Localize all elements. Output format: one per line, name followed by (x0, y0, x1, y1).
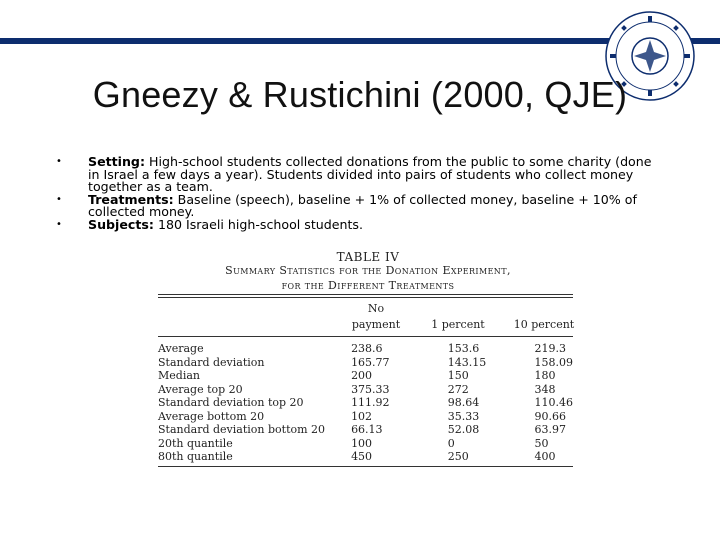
table-cell-ten-percent: 180 (534, 369, 556, 382)
slide-title: Gneezy & Rustichini (2000, QJE) (92, 74, 628, 115)
table-cell-one-percent: 35.33 (447, 409, 480, 423)
table-cell-one-percent: 0 (447, 436, 455, 450)
table-cell-ten-percent: 400 (534, 450, 556, 463)
table-cell-ten-percent: 219.3 (534, 342, 566, 355)
table-header-rule (158, 336, 573, 337)
table-cell-label: Standard deviation (158, 355, 265, 369)
table-cell-label: 80th quantile (158, 450, 233, 463)
table-row (158, 342, 573, 356)
table-row (158, 369, 573, 383)
table-cell-label: Standard deviation bottom 20 (158, 423, 326, 436)
table-cell-one-percent: 143.15 (447, 355, 487, 369)
bullet-dot-icon: • (56, 193, 62, 205)
table-cell-label: Average bottom 20 (158, 409, 265, 423)
table-cell-label: Average (158, 342, 204, 355)
table-caption: TABLE IV (336, 250, 400, 264)
table-cell-no-payment: 111.92 (351, 396, 390, 409)
table-cell-no-payment: 165.77 (351, 355, 390, 369)
bullet-label: Setting: (88, 154, 145, 169)
table-row (158, 356, 573, 370)
table-row (158, 423, 573, 437)
table-cell-ten-percent: 63.97 (534, 423, 566, 436)
summary-statistics-table (158, 342, 573, 464)
table-cell-one-percent: 52.08 (447, 423, 480, 436)
table-cell-ten-percent: 348 (534, 382, 556, 396)
table-cell-no-payment: 375.33 (351, 382, 390, 396)
bullet-dot-icon: • (56, 156, 62, 167)
table-cell-no-payment: 238.6 (351, 342, 383, 355)
table-cell-ten-percent: 110.46 (534, 396, 573, 409)
col-header-10-percent: 10 percent (513, 318, 575, 331)
table-cell-no-payment: 100 (351, 436, 373, 450)
bullet-text: Baseline (speech), baseline + 1% of collected money, baseline + 10% of collected money. (88, 191, 637, 220)
table-bottom-rule (158, 466, 573, 467)
table-cell-ten-percent: 90.66 (534, 409, 566, 423)
bullet-treatments (56, 191, 666, 220)
table-cell-label: Average top 20 (158, 382, 243, 396)
table-top-rule-double (158, 297, 573, 298)
table-cell-no-payment: 450 (351, 450, 373, 463)
table-cell-one-percent: 153.6 (447, 342, 480, 355)
bullet-list (56, 156, 666, 232)
col-header-no-payment-bottom: payment (351, 318, 401, 331)
table-cell-one-percent: 98.64 (447, 396, 480, 409)
bullet-label: Treatments: (88, 191, 174, 207)
table-cell-label: Median (158, 369, 200, 382)
table-subtitle-line1: Summary Statistics for the Donation Experiment, (225, 264, 511, 277)
table-cell-one-percent: 150 (447, 369, 469, 382)
bullet-text: 180 Israeli high-school students. (153, 216, 363, 232)
bullet-setting (56, 156, 666, 194)
table-row (158, 437, 573, 451)
table-cell-label: 20th quantile (158, 436, 233, 450)
table-row (158, 450, 573, 464)
table-cell-no-payment: 66.13 (351, 423, 383, 436)
col-header-1-percent: 1 percent (431, 318, 485, 331)
table-top-rule (158, 294, 573, 295)
bullet-text: High-school students collected donations from the public to some charity (done in Israel a few days a year). Students divided into pairs of students who collect money together as a team. (88, 154, 652, 195)
col-header-no-payment-top: No (367, 302, 385, 315)
table-cell-one-percent: 250 (447, 450, 469, 463)
table-row (158, 383, 573, 397)
table-row (158, 410, 573, 424)
table-cell-ten-percent: 158.09 (534, 355, 573, 369)
table-subtitle-line2: for the Different Treatments (281, 279, 455, 292)
table-cell-no-payment: 102 (351, 409, 373, 423)
bullet-dot-icon: • (56, 218, 62, 230)
table-row (158, 396, 573, 410)
bullet-label: Subjects: (88, 216, 154, 232)
table-cell-ten-percent: 50 (534, 436, 549, 450)
table-cell-no-payment: 200 (351, 369, 373, 382)
bullet-subjects (56, 216, 666, 232)
table-cell-label: Standard deviation top 20 (158, 396, 304, 409)
table-cell-one-percent: 272 (447, 382, 469, 396)
